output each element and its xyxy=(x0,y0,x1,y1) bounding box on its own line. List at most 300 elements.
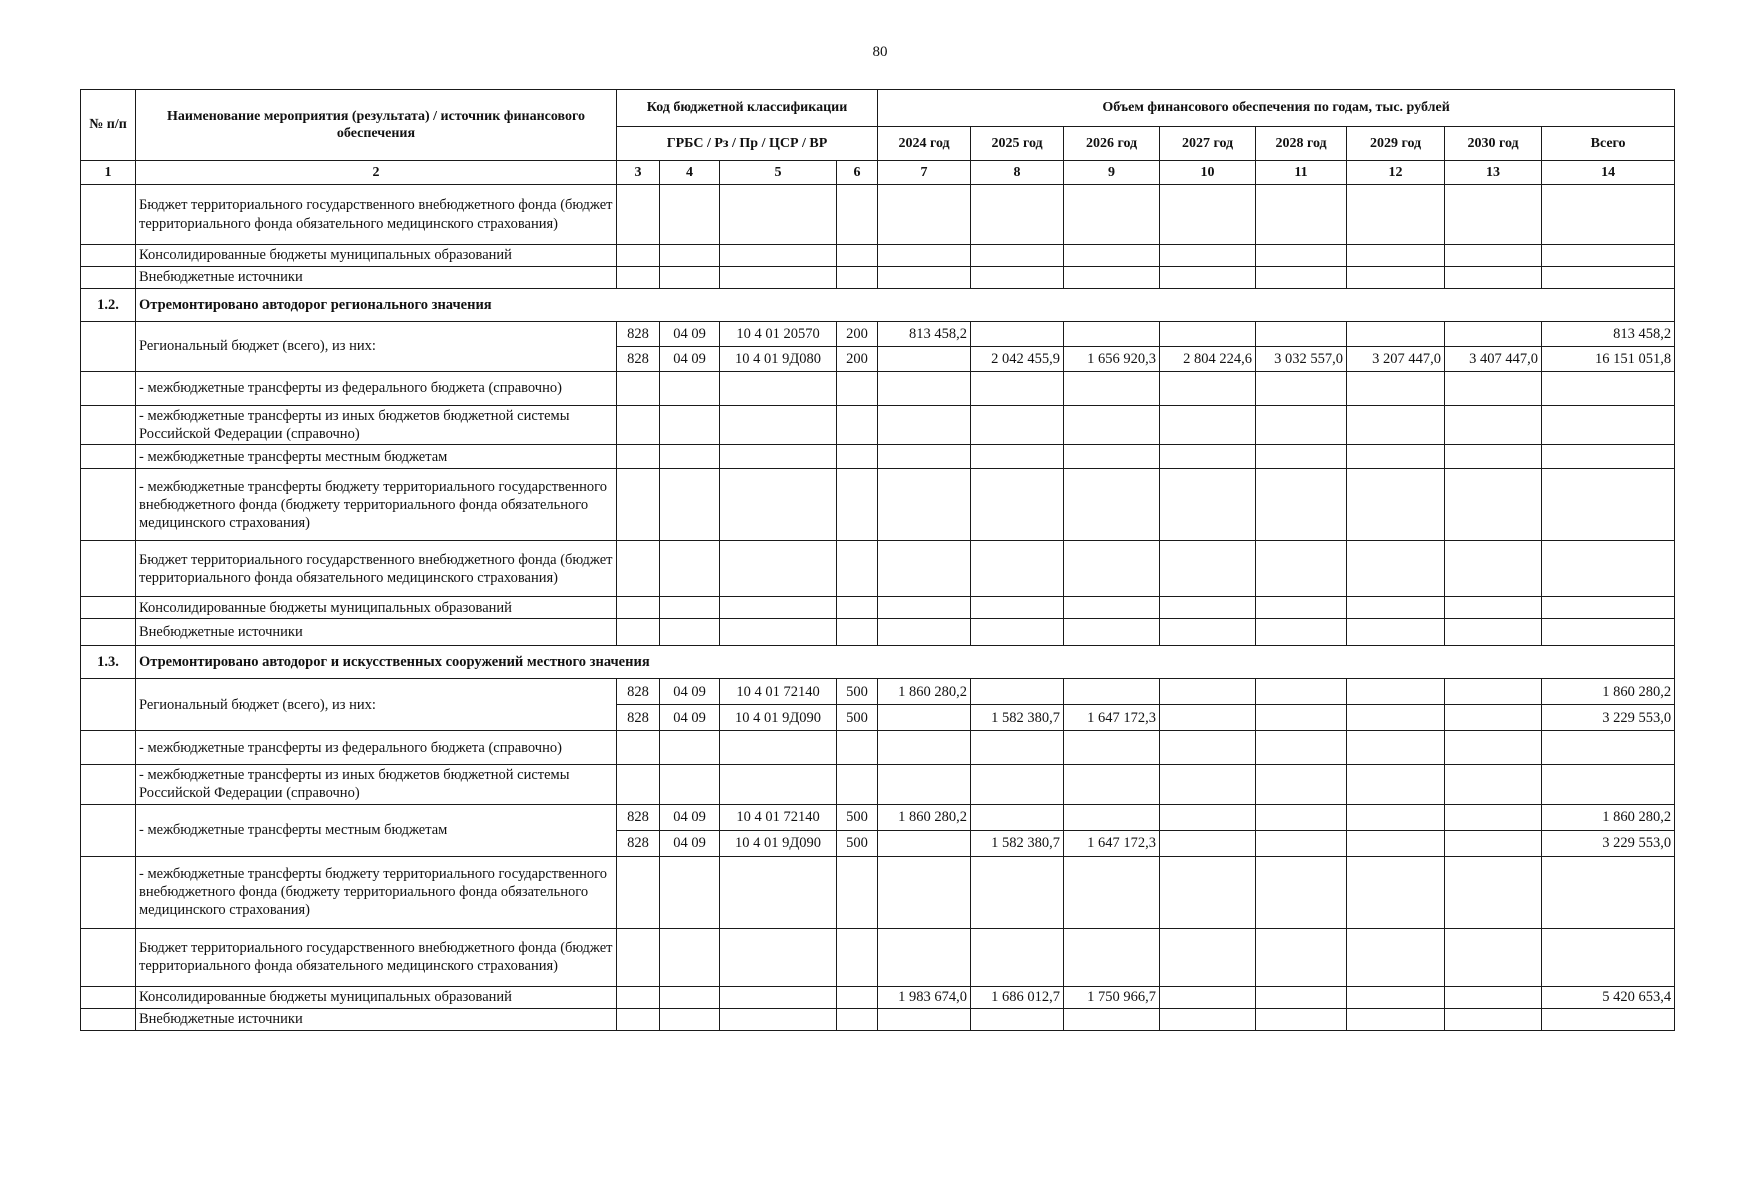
expense-type-code: 500 xyxy=(837,705,878,731)
funding-source-name: Консолидированные бюджеты муниципальных образований xyxy=(136,597,617,619)
row-number xyxy=(81,372,136,406)
funding-source-name: - межбюджетные трансферты из иных бюджетов бюджетной системы Российской Федерации (справочно) xyxy=(136,765,617,804)
amount-2028 xyxy=(1256,804,1347,830)
section-code xyxy=(660,765,720,804)
amount-2030 xyxy=(1445,804,1542,830)
row-number xyxy=(81,986,136,1008)
amount-total: 813 458,2 xyxy=(1542,322,1675,347)
funding-source-name: Бюджет территориального государственного внебюджетного фонда (бюджет территориального фонда обязательного медицинского страхования) xyxy=(136,541,617,597)
expense-type-code: 500 xyxy=(837,804,878,830)
amount-2024 xyxy=(878,856,971,928)
header-name: Наименование мероприятия (результата) / источник финансового обеспечения xyxy=(136,90,617,161)
financing-table xyxy=(80,89,1675,1031)
row-number xyxy=(81,731,136,765)
amount-2027: 2 804 224,6 xyxy=(1160,347,1256,372)
amount-2030 xyxy=(1445,830,1542,856)
amount-2030 xyxy=(1445,322,1542,347)
column-number: 5 xyxy=(720,161,837,185)
grbs-code xyxy=(617,731,660,765)
table-row xyxy=(81,185,1675,245)
amount-2028 xyxy=(1256,679,1347,705)
amount-2025 xyxy=(971,445,1064,469)
amount-2027 xyxy=(1160,185,1256,245)
expense-type-code: 500 xyxy=(837,830,878,856)
amount-total xyxy=(1542,185,1675,245)
amount-2027 xyxy=(1160,765,1256,804)
amount-2024 xyxy=(878,928,971,986)
target-article-code xyxy=(720,731,837,765)
section-code xyxy=(660,619,720,646)
grbs-code xyxy=(617,856,660,928)
section-number: 1.3. xyxy=(81,646,136,679)
amount-2025: 1 686 012,7 xyxy=(971,986,1064,1008)
row-number xyxy=(81,804,136,856)
expense-type-code xyxy=(837,597,878,619)
grbs-code xyxy=(617,469,660,541)
amount-2027 xyxy=(1160,856,1256,928)
grbs-code xyxy=(617,619,660,646)
section-code xyxy=(660,541,720,597)
row-number xyxy=(81,245,136,267)
amount-2026 xyxy=(1064,679,1160,705)
section-code xyxy=(660,986,720,1008)
header-year: 2028 год xyxy=(1256,127,1347,161)
section-code: 04 09 xyxy=(660,705,720,731)
row-number xyxy=(81,185,136,245)
grbs-code xyxy=(617,372,660,406)
expense-type-code xyxy=(837,731,878,765)
funding-source-name: Региональный бюджет (всего), из них: xyxy=(136,679,617,731)
amount-total xyxy=(1542,619,1675,646)
table-row xyxy=(81,372,1675,406)
amount-2026 xyxy=(1064,541,1160,597)
grbs-code: 828 xyxy=(617,322,660,347)
amount-2026 xyxy=(1064,597,1160,619)
amount-2024 xyxy=(878,469,971,541)
column-number: 10 xyxy=(1160,161,1256,185)
amount-2030 xyxy=(1445,705,1542,731)
amount-2025 xyxy=(971,856,1064,928)
expense-type-code xyxy=(837,372,878,406)
target-article-code: 10 4 01 72140 xyxy=(720,804,837,830)
amount-2024 xyxy=(878,406,971,445)
section-row xyxy=(81,646,1675,679)
header-volume: Объем финансового обеспечения по годам, тыс. рублей xyxy=(878,90,1675,127)
table-body xyxy=(81,185,1675,1031)
expense-type-code xyxy=(837,1008,878,1030)
header-budget-code: Код бюджетной классификации xyxy=(617,90,878,127)
header-year: 2024 год xyxy=(878,127,971,161)
amount-total xyxy=(1542,245,1675,267)
section-number: 1.2. xyxy=(81,289,136,322)
target-article-code xyxy=(720,406,837,445)
amount-2025 xyxy=(971,619,1064,646)
grbs-code xyxy=(617,245,660,267)
amount-2027 xyxy=(1160,731,1256,765)
amount-2030 xyxy=(1445,856,1542,928)
amount-total xyxy=(1542,372,1675,406)
amount-2024 xyxy=(878,541,971,597)
column-number: 1 xyxy=(81,161,136,185)
grbs-code xyxy=(617,185,660,245)
amount-2025 xyxy=(971,372,1064,406)
amount-2029 xyxy=(1347,928,1445,986)
amount-2029 xyxy=(1347,856,1445,928)
header-budget-code-sub: ГРБС / Рз / Пр / ЦСР / ВР xyxy=(617,127,878,161)
amount-total: 1 860 280,2 xyxy=(1542,804,1675,830)
amount-2026 xyxy=(1064,765,1160,804)
amount-2027 xyxy=(1160,469,1256,541)
funding-source-name: - межбюджетные трансферты из федерального бюджета (справочно) xyxy=(136,372,617,406)
section-row xyxy=(81,289,1675,322)
amount-2024 xyxy=(878,347,971,372)
amount-2026 xyxy=(1064,406,1160,445)
amount-2029 xyxy=(1347,185,1445,245)
grbs-code: 828 xyxy=(617,830,660,856)
amount-2026 xyxy=(1064,445,1160,469)
amount-2027 xyxy=(1160,245,1256,267)
funding-source-name: - межбюджетные трансферты из иных бюджетов бюджетной системы Российской Федерации (справочно) xyxy=(136,406,617,445)
row-number xyxy=(81,597,136,619)
amount-2025 xyxy=(971,928,1064,986)
amount-2029 xyxy=(1347,705,1445,731)
amount-total xyxy=(1542,406,1675,445)
section-code xyxy=(660,731,720,765)
header-year: 2030 год xyxy=(1445,127,1542,161)
section-code xyxy=(660,185,720,245)
column-number: 13 xyxy=(1445,161,1542,185)
amount-2030 xyxy=(1445,619,1542,646)
amount-total xyxy=(1542,541,1675,597)
grbs-code: 828 xyxy=(617,705,660,731)
header-year: 2027 год xyxy=(1160,127,1256,161)
target-article-code: 10 4 01 9Д090 xyxy=(720,705,837,731)
amount-2026 xyxy=(1064,928,1160,986)
amount-2028 xyxy=(1256,619,1347,646)
amount-2026 xyxy=(1064,372,1160,406)
amount-2028 xyxy=(1256,469,1347,541)
amount-2024: 1 860 280,2 xyxy=(878,804,971,830)
amount-2028 xyxy=(1256,705,1347,731)
amount-2027 xyxy=(1160,986,1256,1008)
amount-2027 xyxy=(1160,445,1256,469)
target-article-code xyxy=(720,986,837,1008)
amount-2029 xyxy=(1347,830,1445,856)
row-number xyxy=(81,679,136,731)
amount-total xyxy=(1542,445,1675,469)
table-row xyxy=(81,619,1675,646)
target-article-code xyxy=(720,267,837,289)
table-row xyxy=(81,1008,1675,1030)
amount-2029 xyxy=(1347,245,1445,267)
column-number: 2 xyxy=(136,161,617,185)
amount-2030 xyxy=(1445,765,1542,804)
amount-2028 xyxy=(1256,928,1347,986)
amount-2030 xyxy=(1445,245,1542,267)
amount-2028: 3 032 557,0 xyxy=(1256,347,1347,372)
target-article-code xyxy=(720,245,837,267)
amount-total xyxy=(1542,267,1675,289)
expense-type-code xyxy=(837,406,878,445)
funding-source-name: - межбюджетные трансферты из федерального бюджета (справочно) xyxy=(136,731,617,765)
expense-type-code: 500 xyxy=(837,679,878,705)
target-article-code xyxy=(720,541,837,597)
table-row xyxy=(81,267,1675,289)
expense-type-code xyxy=(837,541,878,597)
section-code xyxy=(660,445,720,469)
target-article-code: 10 4 01 9Д090 xyxy=(720,830,837,856)
amount-2024 xyxy=(878,597,971,619)
expense-type-code xyxy=(837,245,878,267)
amount-2028 xyxy=(1256,541,1347,597)
column-number: 7 xyxy=(878,161,971,185)
table-row xyxy=(81,731,1675,765)
section-code: 04 09 xyxy=(660,679,720,705)
header-total: Всего xyxy=(1542,127,1675,161)
expense-type-code xyxy=(837,856,878,928)
amount-2027 xyxy=(1160,619,1256,646)
funding-source-name: Консолидированные бюджеты муниципальных образований xyxy=(136,245,617,267)
amount-2030 xyxy=(1445,597,1542,619)
section-code xyxy=(660,267,720,289)
amount-2028 xyxy=(1256,731,1347,765)
row-number xyxy=(81,856,136,928)
funding-source-name: Консолидированные бюджеты муниципальных образований xyxy=(136,986,617,1008)
amount-2029 xyxy=(1347,986,1445,1008)
table-row xyxy=(81,804,1675,830)
table-row xyxy=(81,765,1675,804)
column-number: 12 xyxy=(1347,161,1445,185)
section-code: 04 09 xyxy=(660,347,720,372)
expense-type-code xyxy=(837,619,878,646)
table-row xyxy=(81,679,1675,705)
grbs-code: 828 xyxy=(617,347,660,372)
amount-2030 xyxy=(1445,731,1542,765)
amount-2028 xyxy=(1256,267,1347,289)
amount-2026: 1 656 920,3 xyxy=(1064,347,1160,372)
expense-type-code xyxy=(837,267,878,289)
column-number: 3 xyxy=(617,161,660,185)
amount-2024: 813 458,2 xyxy=(878,322,971,347)
amount-total xyxy=(1542,928,1675,986)
funding-source-name: Бюджет территориального государственного внебюджетного фонда (бюджет территориального фонда обязательного медицинского страхования) xyxy=(136,928,617,986)
amount-2028 xyxy=(1256,830,1347,856)
grbs-code: 828 xyxy=(617,679,660,705)
column-number: 14 xyxy=(1542,161,1675,185)
amount-2030 xyxy=(1445,372,1542,406)
amount-2024 xyxy=(878,765,971,804)
table-row xyxy=(81,856,1675,928)
page-number: 80 xyxy=(872,44,888,60)
amount-total xyxy=(1542,597,1675,619)
amount-2028 xyxy=(1256,597,1347,619)
amount-2028 xyxy=(1256,245,1347,267)
amount-2026 xyxy=(1064,185,1160,245)
row-number xyxy=(81,267,136,289)
amount-2024 xyxy=(878,245,971,267)
amount-2025 xyxy=(971,406,1064,445)
amount-2024 xyxy=(878,619,971,646)
section-code: 04 09 xyxy=(660,322,720,347)
grbs-code xyxy=(617,1008,660,1030)
amount-2024 xyxy=(878,185,971,245)
funding-source-name: Внебюджетные источники xyxy=(136,619,617,646)
amount-2025 xyxy=(971,1008,1064,1030)
amount-2026 xyxy=(1064,804,1160,830)
column-number: 11 xyxy=(1256,161,1347,185)
header-year: 2029 год xyxy=(1347,127,1445,161)
header-year: 2026 год xyxy=(1064,127,1160,161)
amount-2029 xyxy=(1347,597,1445,619)
amount-2029 xyxy=(1347,765,1445,804)
amount-2025 xyxy=(971,322,1064,347)
header-number: № п/п xyxy=(81,90,136,161)
column-number: 6 xyxy=(837,161,878,185)
target-article-code xyxy=(720,185,837,245)
amount-2026 xyxy=(1064,1008,1160,1030)
amount-2029 xyxy=(1347,679,1445,705)
amount-total xyxy=(1542,469,1675,541)
grbs-code xyxy=(617,541,660,597)
amount-2025 xyxy=(971,731,1064,765)
amount-2026 xyxy=(1064,619,1160,646)
amount-2024 xyxy=(878,830,971,856)
amount-2026 xyxy=(1064,267,1160,289)
target-article-code xyxy=(720,928,837,986)
funding-source-name: Внебюджетные источники xyxy=(136,267,617,289)
amount-2027 xyxy=(1160,928,1256,986)
amount-2030 xyxy=(1445,1008,1542,1030)
table-row xyxy=(81,469,1675,541)
amount-total: 16 151 051,8 xyxy=(1542,347,1675,372)
grbs-code xyxy=(617,928,660,986)
table-row xyxy=(81,986,1675,1008)
amount-2028 xyxy=(1256,445,1347,469)
amount-2028 xyxy=(1256,856,1347,928)
grbs-code xyxy=(617,406,660,445)
amount-2027 xyxy=(1160,267,1256,289)
expense-type-code xyxy=(837,185,878,245)
amount-total xyxy=(1542,731,1675,765)
amount-2024 xyxy=(878,267,971,289)
amount-2024: 1 860 280,2 xyxy=(878,679,971,705)
amount-2028 xyxy=(1256,185,1347,245)
row-number xyxy=(81,928,136,986)
amount-2030 xyxy=(1445,406,1542,445)
amount-2024 xyxy=(878,445,971,469)
amount-2029 xyxy=(1347,322,1445,347)
funding-source-name: Бюджет территориального государственного внебюджетного фонда (бюджет территориального фонда обязательного медицинского страхования) xyxy=(136,185,617,245)
header-year: 2025 год xyxy=(971,127,1064,161)
amount-total: 1 860 280,2 xyxy=(1542,679,1675,705)
row-number xyxy=(81,765,136,804)
section-title: Отремонтировано автодорог регионального значения xyxy=(136,289,1675,322)
amount-2025 xyxy=(971,469,1064,541)
grbs-code xyxy=(617,445,660,469)
amount-2026: 1 647 172,3 xyxy=(1064,830,1160,856)
target-article-code xyxy=(720,765,837,804)
amount-2025 xyxy=(971,597,1064,619)
section-code xyxy=(660,372,720,406)
row-number xyxy=(81,469,136,541)
amount-2030 xyxy=(1445,986,1542,1008)
row-number xyxy=(81,619,136,646)
amount-2026 xyxy=(1064,245,1160,267)
amount-2027 xyxy=(1160,597,1256,619)
row-number xyxy=(81,445,136,469)
section-code: 04 09 xyxy=(660,830,720,856)
amount-2029 xyxy=(1347,372,1445,406)
funding-source-name: - межбюджетные трансферты местным бюджетам xyxy=(136,804,617,856)
amount-2028 xyxy=(1256,1008,1347,1030)
amount-2027 xyxy=(1160,830,1256,856)
amount-2030 xyxy=(1445,445,1542,469)
target-article-code xyxy=(720,372,837,406)
amount-total xyxy=(1542,765,1675,804)
expense-type-code xyxy=(837,469,878,541)
amount-2029 xyxy=(1347,619,1445,646)
amount-total xyxy=(1542,1008,1675,1030)
section-code xyxy=(660,245,720,267)
section-code xyxy=(660,469,720,541)
column-number: 9 xyxy=(1064,161,1160,185)
amount-2026: 1 647 172,3 xyxy=(1064,705,1160,731)
amount-2030 xyxy=(1445,185,1542,245)
amount-2028 xyxy=(1256,372,1347,406)
section-code xyxy=(660,406,720,445)
section-code xyxy=(660,856,720,928)
row-number xyxy=(81,541,136,597)
amount-2027 xyxy=(1160,322,1256,347)
amount-2027 xyxy=(1160,1008,1256,1030)
amount-2027 xyxy=(1160,679,1256,705)
funding-source-name: - межбюджетные трансферты местным бюджетам xyxy=(136,445,617,469)
funding-source-name: - межбюджетные трансферты бюджету территориального государственного внебюджетного фонда (бюджету территориального фонда обязательного медицинского страхования) xyxy=(136,856,617,928)
target-article-code xyxy=(720,619,837,646)
amount-2027 xyxy=(1160,804,1256,830)
amount-2030 xyxy=(1445,469,1542,541)
amount-2024 xyxy=(878,705,971,731)
target-article-code: 10 4 01 9Д080 xyxy=(720,347,837,372)
target-article-code xyxy=(720,445,837,469)
amount-2025 xyxy=(971,541,1064,597)
amount-2027 xyxy=(1160,541,1256,597)
amount-2027 xyxy=(1160,406,1256,445)
target-article-code xyxy=(720,597,837,619)
amount-2029 xyxy=(1347,541,1445,597)
amount-2027 xyxy=(1160,705,1256,731)
amount-2027 xyxy=(1160,372,1256,406)
amount-total xyxy=(1542,856,1675,928)
expense-type-code xyxy=(837,986,878,1008)
amount-2026 xyxy=(1064,731,1160,765)
amount-2030 xyxy=(1445,679,1542,705)
section-title: Отремонтировано автодорог и искусственных сооружений местного значения xyxy=(136,646,1675,679)
target-article-code: 10 4 01 20570 xyxy=(720,322,837,347)
target-article-code: 10 4 01 72140 xyxy=(720,679,837,705)
row-number xyxy=(81,406,136,445)
amount-2029 xyxy=(1347,469,1445,541)
amount-2026 xyxy=(1064,322,1160,347)
amount-2030 xyxy=(1445,928,1542,986)
amount-2029 xyxy=(1347,804,1445,830)
amount-total: 3 229 553,0 xyxy=(1542,705,1675,731)
amount-2025: 1 582 380,7 xyxy=(971,830,1064,856)
grbs-code: 828 xyxy=(617,804,660,830)
amount-2029 xyxy=(1347,267,1445,289)
row-number xyxy=(81,1008,136,1030)
grbs-code xyxy=(617,765,660,804)
